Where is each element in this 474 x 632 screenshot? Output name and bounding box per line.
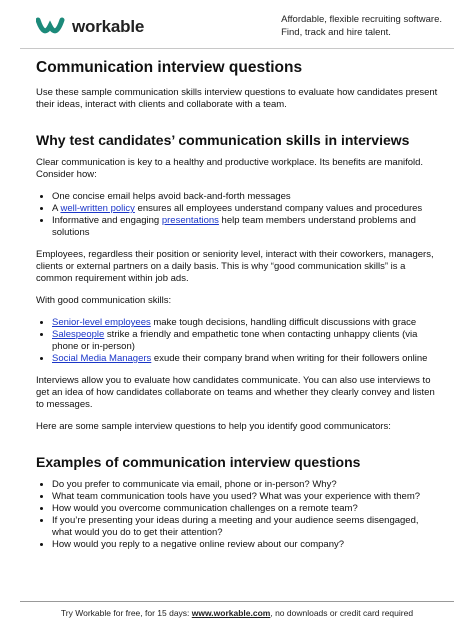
presentations-link[interactable]: presentations (161, 215, 219, 226)
footer-divider (20, 601, 454, 602)
brand-name: workable (72, 17, 145, 36)
questions-list (36, 479, 440, 551)
roles-list (36, 317, 440, 365)
list-item: • A well-written policy ensures all employees understand company values and procedures (52, 203, 440, 215)
footer-text-pre: Try Workable for free, for 15 days: (60, 608, 192, 618)
list-item: • Social Media Managers exude their company brand when writing for their followers online (52, 353, 440, 365)
senior-level-employees-link[interactable]: Senior-level employees (52, 317, 151, 328)
paragraph-benefits: Clear communication is key to a healthy and productive workplace. Its benefits are manifold. Consider how: (36, 157, 424, 180)
list-item: • One concise email helps avoid back-and-forth messages (52, 191, 440, 203)
benefits-list (36, 191, 440, 239)
social-media-managers-link[interactable]: Social Media Managers (52, 353, 152, 364)
list-item: • Salespeople strike a friendly and empathetic tone when contacting unhappy clients (via phone or in-person) (52, 329, 440, 353)
page-title: Communication interview questions (36, 59, 303, 76)
question-item: • How would you overcome communication challenges on a remote team? (52, 503, 440, 515)
section-heading-why: Why test candidates’ communication skills in interviews (36, 132, 410, 148)
salespeople-link[interactable]: Salespeople (52, 329, 105, 340)
page-header (0, 0, 474, 50)
page-footer (0, 608, 474, 618)
list-item: • Senior-level employees make tough decisions, handling difficult discussions with grace (52, 317, 440, 329)
question-item: • What team communication tools have you used? What was your experience with them? (52, 491, 440, 503)
tagline-line-2: Find, track and hire talent. (281, 26, 391, 38)
workable-logo[interactable] (36, 14, 144, 40)
workable-website-link[interactable]: www.workable.com (191, 608, 271, 618)
document-body (36, 58, 440, 561)
workable-logo-icon (36, 16, 68, 38)
list-item: • Informative and engaging presentations help team members understand problems and solutions (52, 215, 440, 239)
brand-tagline (281, 14, 442, 39)
header-divider (20, 48, 454, 49)
paragraph-with-skills: With good communication skills: (36, 295, 172, 306)
question-item: • Do you prefer to communicate via email, phone or in-person? Why? (52, 479, 440, 491)
paragraph-interviews: Interviews allow you to evaluate how candidates communicate. You can also use interviews to get an idea of how candidates collaborate on teams and whether they clearly convey and listen to messages. (36, 375, 435, 410)
intro-paragraph: Use these sample communication skills interview questions to evaluate how candidates present their ideas, interact with clients and collaborate with a team. (36, 87, 438, 110)
question-item: • If you’re presenting your ideas during a meeting and your audience seems disengaged, what would you do to get their attention? (52, 515, 440, 539)
paragraph-sample-questions: Here are some sample interview questions to help you identify good communicators: (36, 421, 391, 432)
well-written-policy-link[interactable]: well-written policy (60, 203, 135, 214)
footer-text-post: , no downloads or credit card required (270, 608, 414, 618)
question-item: • How would you reply to a negative online review about our company? (52, 539, 440, 551)
tagline-line-1: Affordable, flexible recruiting software. (281, 14, 442, 25)
paragraph-employees: Employees, regardless their position or seniority level, interact with their coworkers, managers, clients or external partners on a daily basis. This is why “good communication skills” is a common requirement within job ads. (36, 249, 434, 284)
section-heading-examples: Examples of communication interview questions (36, 454, 361, 470)
